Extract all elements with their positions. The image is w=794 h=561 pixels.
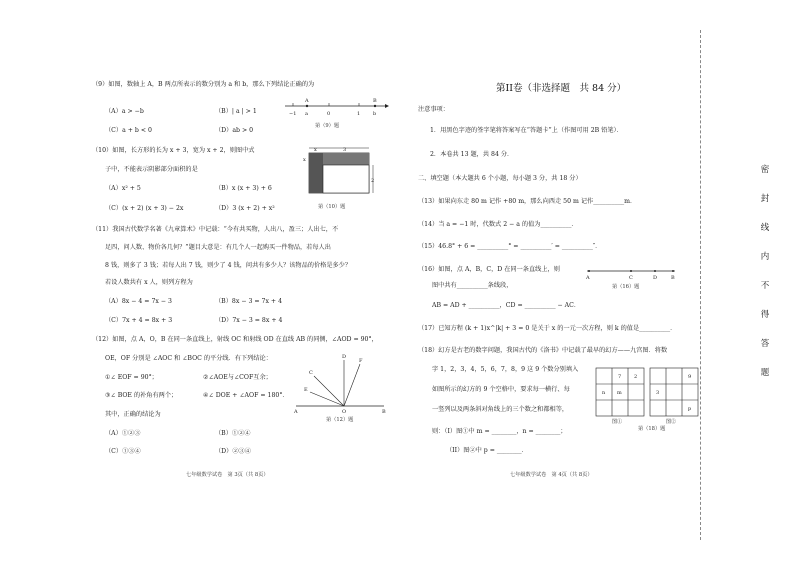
- seal-char-3: 线: [760, 223, 770, 233]
- q9-point-a-label: A: [305, 98, 309, 104]
- q18-caption: 第（18）题: [638, 426, 666, 432]
- q15-text: （15）46.8° + 6 = __________° = __________′ = __________″．: [418, 243, 602, 250]
- q9-tick-b: b: [373, 111, 377, 117]
- q10-caption: 第（10）题: [318, 204, 346, 210]
- q12-statement-2: ②∠AOE与∠COF互余；: [203, 374, 272, 381]
- q9-tick-zero: 0: [327, 111, 331, 117]
- q12-label-c: C: [309, 370, 313, 376]
- q9-tick-one: 1: [357, 111, 361, 117]
- left-page-footer: 七年级数学试卷 第 3页（共 8页）: [186, 472, 269, 478]
- grid2-cell-3: 3: [656, 390, 660, 396]
- q10-label-three: 3: [343, 147, 347, 153]
- q10-option-a: （A）x² + 5: [105, 185, 141, 192]
- seal-char-7: 答: [760, 339, 770, 349]
- q12-label-b: B: [382, 409, 386, 415]
- q16-line2: 图中共有__________条线段，: [432, 282, 513, 289]
- q9-tick-neg1: −1: [289, 111, 297, 117]
- q10-option-c: （C）(x + 2) (x + 3) − 2x: [105, 205, 184, 212]
- q18-line1: （18）幻方是古老的数字问题，我国古代的《洛书》中记载了最早的幻方——九宫图．将数: [418, 347, 668, 354]
- q16-label-b: B: [671, 275, 675, 281]
- q9-tick-a: a: [305, 111, 308, 117]
- q18-line3: 如图所示的幻方的 9 个空格中，要求每一横行、每: [432, 386, 570, 393]
- q11-option-c: （C）7x + 4 = 8x + 3: [105, 317, 173, 324]
- q16-line3: AB = AD + __________，CD = __________ − AC．: [432, 302, 581, 309]
- q12-angle-figure: [292, 352, 392, 414]
- seal-char-2: 封: [760, 194, 770, 204]
- q14-text: （14）当 a = −1 时，代数式 2 − a 的值为__________．: [418, 221, 578, 228]
- q16-label-a: A: [586, 275, 590, 281]
- grid1-cell-m: m: [617, 390, 622, 396]
- q10-label-x-side: x: [303, 157, 306, 163]
- q12-statement-4: ④∠ DOE + ∠AOF = 180°．: [203, 392, 289, 399]
- seal-char-6: 得: [760, 310, 770, 320]
- q10-rectangle-figure: [305, 145, 380, 205]
- q10-option-d: （D）3 (x + 2) + x²: [215, 205, 275, 212]
- q16-line-figure: [585, 266, 680, 282]
- grid1-cell-2: 2: [634, 374, 638, 380]
- q18-line5: 则：（I）图①中 m = ________，n = ________；: [432, 428, 567, 435]
- seal-char-5: 不: [760, 281, 770, 291]
- seal-char-4: 内: [760, 252, 770, 262]
- q9-option-c: （C）a + b < 0: [105, 127, 152, 134]
- q12-statement-3: ③∠ BOE 的补角有两个；: [105, 392, 178, 399]
- q9-number-line-figure: [283, 96, 393, 122]
- grid2-cell-p: p: [688, 406, 692, 412]
- fig1-label: 图①: [612, 419, 623, 425]
- seal-dashed-line: [700, 30, 701, 540]
- q11-option-d: （D）7x − 3 = 8x + 4: [215, 317, 283, 324]
- q9-option-a: （A）a > −b: [105, 108, 144, 115]
- q12-label-f: F: [359, 358, 363, 364]
- q16-caption: 第（16）题: [612, 284, 640, 290]
- q9-point-b-label: B: [373, 98, 377, 104]
- q9-option-d: （D）ab > 0: [215, 127, 254, 134]
- fig2-label: 图②: [666, 419, 677, 425]
- q11-line2: 足四，问人数、物价各几何？”题目大意是：有几个人一起购买一件物品，若每人出: [105, 244, 331, 251]
- q10-option-b: （B）x (x + 3) + 6: [215, 185, 272, 192]
- q9-option-b: （B）| a | > 1: [215, 108, 257, 115]
- q12-option-c: （C）①③④: [105, 448, 141, 455]
- q18-line2: 字 1，2，3，4，5，6，7，8，9 这 9 个数分别填入: [432, 366, 579, 373]
- q10-label-x-top: x: [314, 147, 317, 153]
- q11-line1: （11）我国古代数学名著《九章算术》中记载：“今有共买物，人出八，盈三；人出七，不: [92, 226, 339, 233]
- q11-option-b: （B）8x − 3 = 7x + 4: [215, 298, 283, 305]
- q11-option-a: （A）8x − 4 = 7x − 3: [105, 298, 172, 305]
- q12-label-d: D: [342, 354, 347, 360]
- seal-char-1: 密: [760, 165, 770, 175]
- grid1-cell-7: 7: [618, 374, 622, 380]
- q12-line1: （12）如图，点 A，O，B 在同一条直线上，射线 OC 和射线 OD 在直线 AB 的同侧，∠AOD = 90°，: [92, 336, 378, 343]
- q18-magic-square-figure: [594, 366, 704, 424]
- q9-stem: （9）如图，数轴上 A，B 两点所表示的数分别为 a 和 b，那么下列结论正确的为: [92, 81, 315, 88]
- q12-statement-1: ①∠ EOF = 90°；: [105, 374, 158, 381]
- q13-text: （13）如果向东走 80 m 记作 +80 m，那么向西走 50 m 记作__________m．: [418, 198, 637, 205]
- notice-heading: 注意事项：: [418, 106, 449, 113]
- q12-option-d: （D）②③④: [215, 448, 251, 455]
- q12-label-e: E: [304, 387, 308, 393]
- q17-text: （17）已知方程 (k + 1)x^|k| + 3 = 0 是关于 x 的一元一次方程，则 k 的值是__________．: [418, 325, 677, 332]
- notice-item-1: 1．用黑色字迹的签字笔将答案写在“答题卡”上（作图可用 2B 铅笔）．: [430, 127, 623, 134]
- q12-line3: 其中，正确的结论为: [105, 411, 161, 418]
- right-page-footer: 七年级数学试卷 第 4页（共 8页）: [510, 472, 593, 478]
- q10-label-two: 2: [371, 178, 375, 184]
- q16-label-c: C: [629, 275, 633, 281]
- q18-line6: （II）图②中 p = ________．: [446, 447, 528, 454]
- q12-label-o: O: [342, 409, 347, 415]
- q11-line3: 8 钱，则多了 3 钱；若每人出 7 钱，则少了 4 钱，问共有多少人？该物品的价格是多少？: [105, 262, 352, 269]
- q16-label-d: D: [653, 275, 658, 281]
- q9-caption: 第（9）题: [315, 123, 340, 129]
- grid2-cell-9: 9: [688, 374, 692, 380]
- q10-line1: （10）如图，长方形的长为 x + 3，宽为 x + 2，则图中式: [92, 147, 255, 154]
- q12-caption: 第（12）题: [326, 417, 354, 423]
- q12-label-a: A: [294, 409, 298, 415]
- q11-line4: 若设人数共有 x 人，则列方程为: [105, 279, 193, 286]
- q16-line1: （16）如图，点 A，B，C，D 在同一条直线上，则: [418, 266, 560, 273]
- seal-char-8: 题: [760, 368, 770, 378]
- q10-line2: 子中，不能表示阴影部分面积的是: [105, 166, 198, 173]
- notice-item-2: 2．本卷共 13 题，共 84 分．: [430, 151, 514, 158]
- q12-line2: OE，OF 分别是 ∠AOC 和 ∠BOC 的平分线．有下列结论：: [105, 355, 272, 362]
- part2-heading: 二、填空题（本大题共 6 个小题，每小题 3 分，共 18 分）: [418, 175, 582, 182]
- q12-option-a: （A）①②③: [105, 430, 141, 437]
- q12-option-b: （B）①②④: [215, 430, 251, 437]
- q18-line4: 一竖列以及两条斜对角线上的三个数之和都相等，: [432, 406, 569, 413]
- section-title: 第II卷（非选择题 共 84 分）: [496, 83, 627, 94]
- grid1-cell-n: n: [602, 390, 606, 396]
